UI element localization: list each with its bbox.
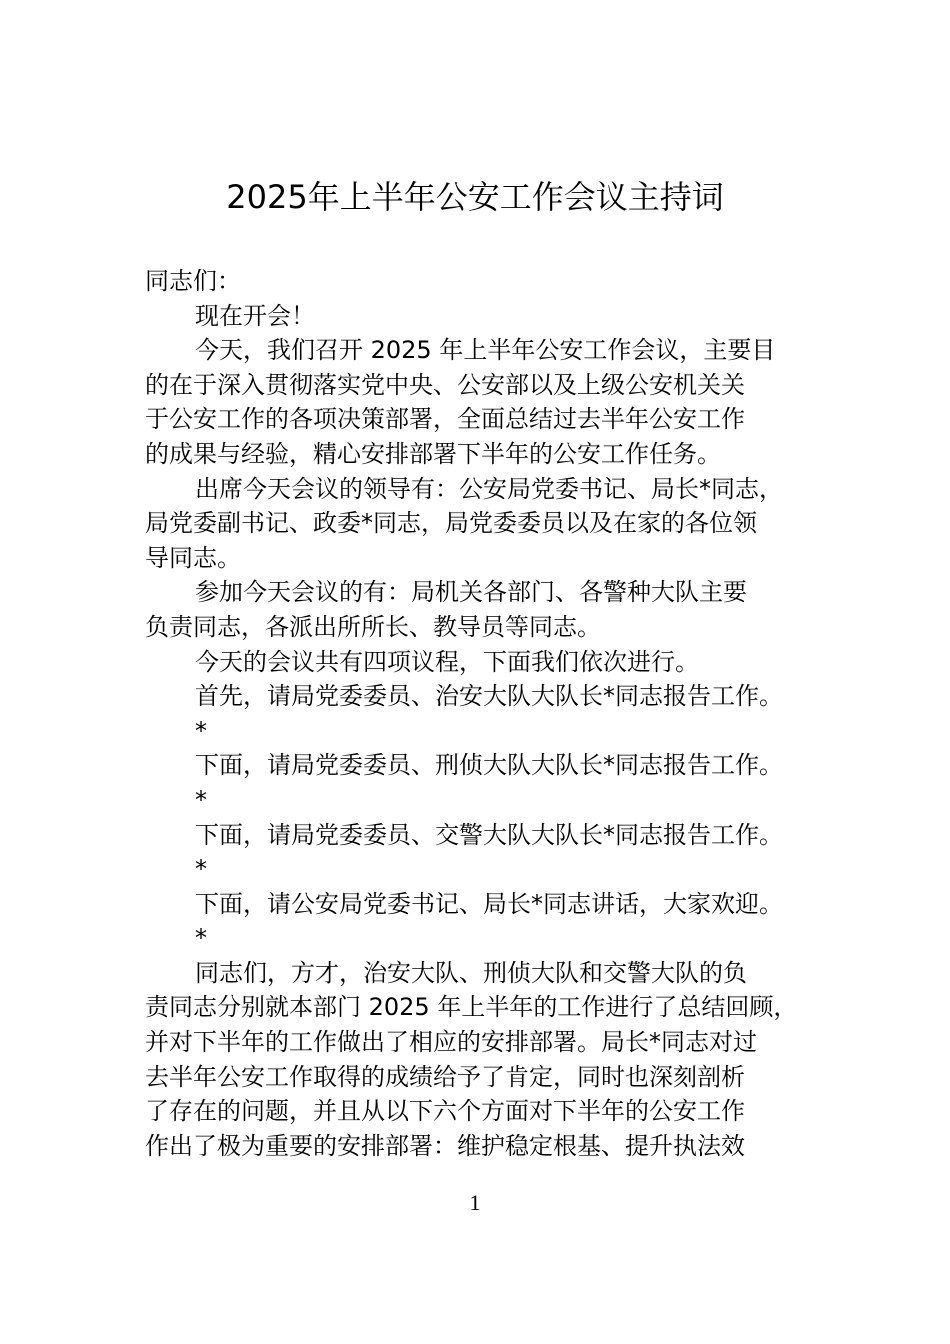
text-line: 同志们，方才，治安大队、刑侦大队和交警大队的负 xyxy=(195,958,747,987)
text-line: 局党委副书记、政委*同志，局党委委员以及在家的各位领 xyxy=(145,509,757,538)
text-line: 作出了极为重要的安排部署：维护稳定根基、提升执法效 xyxy=(145,1131,745,1160)
text-line: 导同志。 xyxy=(145,543,241,572)
text-line: 下面，请局党委委员、刑侦大队大队长*同志报告工作。 xyxy=(195,751,783,780)
text-line: 出席今天会议的领导有：公安局党委书记、局长*同志， xyxy=(195,474,783,503)
text-line: 的在于深入贯彻落实党中央、公安部以及上级公安机关关 xyxy=(145,370,745,399)
document-body xyxy=(145,264,835,1163)
text-line: 去半年公安工作取得的成绩给予了肯定，同时也深刻剖析 xyxy=(145,1062,745,1091)
text-line: 现在开会！ xyxy=(195,301,315,330)
text-line: * xyxy=(195,716,207,745)
text-line: 并对下半年的工作做出了相应的安排部署。局长*同志对过 xyxy=(145,1028,757,1057)
text-line: * xyxy=(195,785,207,814)
text-line: 参加今天会议的有：局机关各部门、各警种大队主要 xyxy=(195,578,747,607)
document-title: 2025年上半年公安工作会议主持词 xyxy=(226,178,724,216)
text-line: 负责同志，各派出所所长、教导员等同志。 xyxy=(145,612,601,641)
text-line: 下面，请公安局党委书记、局长*同志讲话，大家欢迎。 xyxy=(195,889,783,918)
text-line: * xyxy=(195,855,207,884)
text-line: * xyxy=(195,924,207,953)
text-line: 的成果与经验，精心安排部署下半年的公安工作任务。 xyxy=(145,439,721,468)
text-line: 了存在的问题，并且从以下六个方面对下半年的公安工作 xyxy=(145,1097,745,1126)
text-line: 首先，请局党委委员、治安大队大队长*同志报告工作。 xyxy=(195,682,783,711)
text-line: 下面，请局党委委员、交警大队大队长*同志报告工作。 xyxy=(195,820,783,849)
text-line: 今天，我们召开 2025 年上半年公安工作会议，主要目 xyxy=(195,336,776,365)
text-line: 今天的会议共有四项议程，下面我们依次进行。 xyxy=(195,647,699,676)
text-line: 同志们： xyxy=(145,267,241,295)
text-line: 责同志分别就本部门 2025 年上半年的工作进行了总结回顾， xyxy=(145,993,798,1022)
page-number: 1 xyxy=(469,1190,481,1215)
text-line: 于公安工作的各项决策部署，全面总结过去半年公安工作 xyxy=(145,405,745,434)
